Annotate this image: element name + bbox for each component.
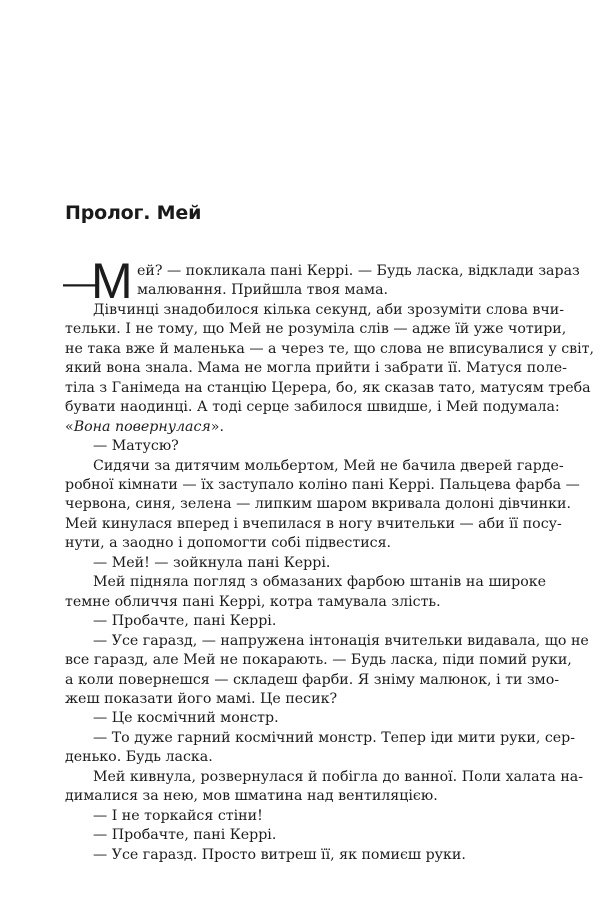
chapter-body [63,253,595,865]
paragraph [65,768,584,807]
text-line: робної кімнати — їх заступало коліно пані Керрі. Пальцева фарба — [65,476,580,493]
text-line: все гаразд, але Мей не покарають. — Будь ласка, піди помий руки, [65,652,572,669]
text-line: — Це космічний монстр. [93,710,279,727]
text-line: Мей підняла погляд з обмазаних фарбою штанів на широке [93,574,546,591]
paragraph [65,573,546,612]
text-line: — Усе гаразд. Просто витреш її, як помиєш руки. [93,846,466,863]
dialogue-line [65,807,546,826]
text-line: ей? — покликала пані Керрі. — Будь ласка, відклади зараз [137,263,580,279]
quote-close: ». [210,418,224,435]
text-line: червона, синя, зелена — липким шаром вкривала долоні дівчинки. [65,496,571,513]
text-line: Мей кивнула, розвернулася й побігла до ванної. Поли халата на- [93,768,584,785]
text-line: а коли повернешся — складеш фарби. Я зніму малюнок, і ти змо- [65,671,560,688]
text-line: малювання. Прийшла твоя мама. [137,282,389,299]
text-line: — Матусю? [93,438,179,455]
dialogue-line [65,612,546,631]
paragraph [65,301,595,437]
paragraph [65,632,589,710]
text-line: тельки. І не тому, що Мей не розуміла слів — адже їй уже чотири, [65,321,567,338]
text-line: нути, а заодно і допомогти собі підвестися. [65,535,392,552]
text-line: — Мей! — зойкнула пані Керрі. [93,554,331,571]
italic-quote: Вона повернулася [73,418,211,435]
text-line: жеш показати його мамі. Це песик? [65,690,338,707]
text-line [65,418,546,437]
dialogue-line [65,826,546,845]
text-line: — Пробачте, пані Керрі. [93,827,277,844]
dropcap-letter: М [91,253,132,309]
paragraph-opening [63,253,580,309]
text-line: — Усе гаразд, — напружена інтонація вчительки видавала, що не [93,632,589,649]
dialogue-line [65,554,546,573]
dialogue-line [65,709,546,728]
text-line: дималися за нею, мов шматина над вентиляцією. [65,788,438,805]
quote-open: « [65,418,74,435]
text-line: денько. Будь ласка. [65,749,213,766]
text-line: темне обличчя пані Керрі, котра тамувала злість. [65,593,441,610]
dialogue-line [65,437,546,456]
text-line: Дівчинці знадобилося кілька секунд, аби зрозуміти слова вчи- [93,301,565,318]
dropcap-dash: — [63,264,97,302]
paragraph [65,457,580,554]
paragraph [65,729,576,768]
text-line: Мей кинулася вперед і вчепилася в ногу вчительки — аби її посу- [65,515,562,532]
text-line: який вона знала. Мама не могла прийти і забрати її. Матуся поле- [65,360,567,377]
chapter-title: Пролог. Мей [65,202,202,224]
text-line: тіла з Ганімеда на станцію Церера, бо, як сказав тато, матусям треба [65,379,591,396]
text-line: бувати наодинці. А тоді серце забилося швидше, і Мей подумала: [65,399,560,416]
text-line: — І не торкайся стіни! [93,807,263,824]
text-line: — То дуже гарний космічний монстр. Тепер іди мити руки, сер- [93,729,576,746]
text-line: Сидячи за дитячим мольбертом, Мей не бачила дверей гарде- [93,457,564,474]
dialogue-line [65,846,546,865]
text-line: не така вже й маленька — а через те, що слова не вписувалися у світ, [65,340,595,357]
text-line: — Пробачте, пані Керрі. [93,613,277,630]
